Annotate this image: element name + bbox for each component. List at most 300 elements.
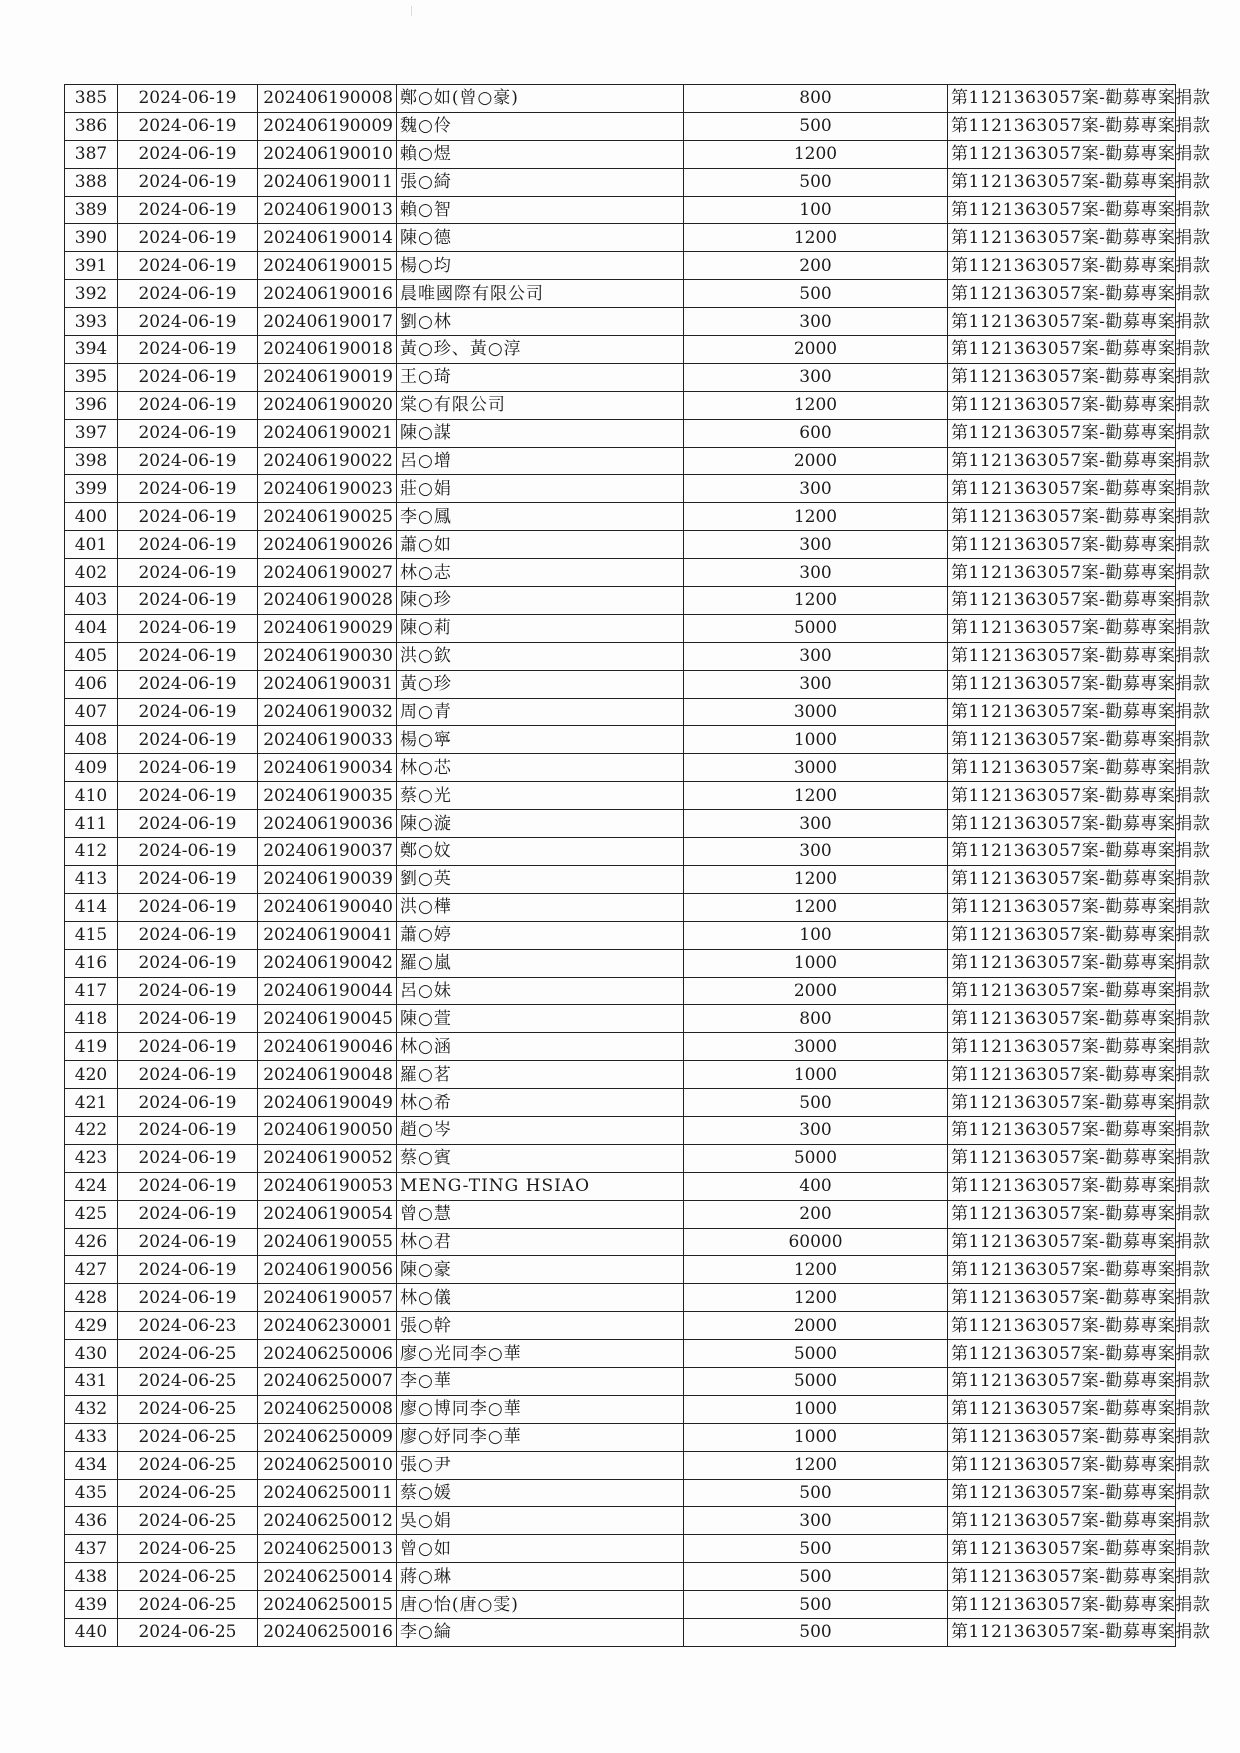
donor-name-cell: 羅○嵐: [397, 949, 684, 977]
receipt-id-cell: 202406190039: [258, 865, 397, 893]
note-cell: 第1121363057案-勸募專案捐款: [948, 977, 1176, 1005]
amount-cell: 200: [684, 1200, 948, 1228]
amount-cell: 300: [684, 1507, 948, 1535]
receipt-id-cell: 202406250011: [258, 1479, 397, 1507]
table-row: [65, 531, 1176, 559]
amount-cell: 2000: [684, 977, 948, 1005]
receipt-id-cell: 202406190053: [258, 1172, 397, 1200]
note-cell: 第1121363057案-勸募專案捐款: [948, 1340, 1176, 1368]
table-row: [65, 1312, 1176, 1340]
note-cell: 第1121363057案-勸募專案捐款: [948, 1423, 1176, 1451]
note-cell: 第1121363057案-勸募專案捐款: [948, 140, 1176, 168]
receipt-id-cell: 202406190040: [258, 893, 397, 921]
donor-name-cell: 李○華: [397, 1367, 684, 1395]
donor-name-cell: 林○君: [397, 1228, 684, 1256]
date-cell: 2024-06-19: [118, 977, 258, 1005]
date-cell: 2024-06-19: [118, 782, 258, 810]
amount-cell: 300: [684, 559, 948, 587]
table-row: [65, 1256, 1176, 1284]
amount-cell: 5000: [684, 1340, 948, 1368]
amount-cell: 60000: [684, 1228, 948, 1256]
date-cell: 2024-06-19: [118, 810, 258, 838]
table-row: [65, 670, 1176, 698]
row-number-cell: 437: [65, 1535, 118, 1563]
receipt-id-cell: 202406190029: [258, 614, 397, 642]
donor-name-cell: 林○志: [397, 559, 684, 587]
receipt-id-cell: 202406250014: [258, 1563, 397, 1591]
amount-cell: 600: [684, 419, 948, 447]
note-cell: 第1121363057案-勸募專案捐款: [948, 559, 1176, 587]
note-cell: 第1121363057案-勸募專案捐款: [948, 1312, 1176, 1340]
donor-name-cell: 莊○娟: [397, 475, 684, 503]
receipt-id-cell: 202406190054: [258, 1200, 397, 1228]
row-number-cell: 416: [65, 949, 118, 977]
receipt-id-cell: 202406190019: [258, 363, 397, 391]
note-cell: 第1121363057案-勸募專案捐款: [948, 1479, 1176, 1507]
date-cell: 2024-06-19: [118, 252, 258, 280]
date-cell: 2024-06-19: [118, 670, 258, 698]
donor-name-cell: 陳○珍: [397, 587, 684, 615]
receipt-id-cell: 202406190037: [258, 838, 397, 866]
donor-name-cell: 賴○煜: [397, 140, 684, 168]
note-cell: 第1121363057案-勸募專案捐款: [948, 503, 1176, 531]
table-row: [65, 1200, 1176, 1228]
table-row: [65, 893, 1176, 921]
donor-name-cell: 蕭○婷: [397, 921, 684, 949]
amount-cell: 500: [684, 112, 948, 140]
donor-name-cell: 吳○娟: [397, 1507, 684, 1535]
donor-name-cell: MENG-TING HSIAO: [397, 1172, 684, 1200]
table-row: [65, 85, 1176, 113]
amount-cell: 500: [684, 1563, 948, 1591]
amount-cell: 2000: [684, 1312, 948, 1340]
receipt-id-cell: 202406190034: [258, 754, 397, 782]
date-cell: 2024-06-19: [118, 1200, 258, 1228]
table-row: [65, 614, 1176, 642]
receipt-id-cell: 202406190057: [258, 1284, 397, 1312]
donor-name-cell: 曾○如: [397, 1535, 684, 1563]
date-cell: 2024-06-25: [118, 1423, 258, 1451]
donor-name-cell: 廖○博同李○華: [397, 1395, 684, 1423]
amount-cell: 300: [684, 642, 948, 670]
note-cell: 第1121363057案-勸募專案捐款: [948, 252, 1176, 280]
row-number-cell: 388: [65, 168, 118, 196]
row-number-cell: 402: [65, 559, 118, 587]
row-number-cell: 417: [65, 977, 118, 1005]
amount-cell: 1200: [684, 865, 948, 893]
table-row: [65, 1451, 1176, 1479]
note-cell: 第1121363057案-勸募專案捐款: [948, 587, 1176, 615]
row-number-cell: 425: [65, 1200, 118, 1228]
donor-name-cell: 黃○珍、黃○淳: [397, 336, 684, 364]
receipt-id-cell: 202406250007: [258, 1367, 397, 1395]
amount-cell: 500: [684, 1618, 948, 1646]
date-cell: 2024-06-25: [118, 1367, 258, 1395]
amount-cell: 1200: [684, 140, 948, 168]
table-row: [65, 1144, 1176, 1172]
donor-name-cell: 鄭○如(曾○豪): [397, 85, 684, 113]
donor-name-cell: 晨唯國際有限公司: [397, 280, 684, 308]
date-cell: 2024-06-19: [118, 336, 258, 364]
table-row: [65, 475, 1176, 503]
date-cell: 2024-06-25: [118, 1479, 258, 1507]
row-number-cell: 403: [65, 587, 118, 615]
row-number-cell: 385: [65, 85, 118, 113]
row-number-cell: 415: [65, 921, 118, 949]
amount-cell: 3000: [684, 1033, 948, 1061]
donor-name-cell: 呂○增: [397, 447, 684, 475]
amount-cell: 300: [684, 363, 948, 391]
row-number-cell: 413: [65, 865, 118, 893]
amount-cell: 300: [684, 308, 948, 336]
amount-cell: 3000: [684, 698, 948, 726]
row-number-cell: 387: [65, 140, 118, 168]
amount-cell: 200: [684, 252, 948, 280]
donor-name-cell: 黃○珍: [397, 670, 684, 698]
row-number-cell: 411: [65, 810, 118, 838]
row-number-cell: 440: [65, 1618, 118, 1646]
date-cell: 2024-06-25: [118, 1563, 258, 1591]
row-number-cell: 422: [65, 1116, 118, 1144]
note-cell: 第1121363057案-勸募專案捐款: [948, 1144, 1176, 1172]
row-number-cell: 400: [65, 503, 118, 531]
donor-name-cell: 劉○英: [397, 865, 684, 893]
row-number-cell: 419: [65, 1033, 118, 1061]
note-cell: 第1121363057案-勸募專案捐款: [948, 921, 1176, 949]
row-number-cell: 426: [65, 1228, 118, 1256]
row-number-cell: 409: [65, 754, 118, 782]
row-number-cell: 429: [65, 1312, 118, 1340]
row-number-cell: 391: [65, 252, 118, 280]
receipt-id-cell: 202406190032: [258, 698, 397, 726]
date-cell: 2024-06-25: [118, 1591, 258, 1619]
date-cell: 2024-06-19: [118, 1228, 258, 1256]
row-number-cell: 436: [65, 1507, 118, 1535]
receipt-id-cell: 202406190018: [258, 336, 397, 364]
table-row: [65, 280, 1176, 308]
row-number-cell: 399: [65, 475, 118, 503]
note-cell: 第1121363057案-勸募專案捐款: [948, 614, 1176, 642]
date-cell: 2024-06-19: [118, 865, 258, 893]
receipt-id-cell: 202406190044: [258, 977, 397, 1005]
receipt-id-cell: 202406190027: [258, 559, 397, 587]
table-row: [65, 810, 1176, 838]
date-cell: 2024-06-19: [118, 85, 258, 113]
amount-cell: 100: [684, 921, 948, 949]
note-cell: 第1121363057案-勸募專案捐款: [948, 782, 1176, 810]
amount-cell: 800: [684, 1005, 948, 1033]
amount-cell: 500: [684, 168, 948, 196]
table-row: [65, 1033, 1176, 1061]
note-cell: 第1121363057案-勸募專案捐款: [948, 1284, 1176, 1312]
receipt-id-cell: 202406190021: [258, 419, 397, 447]
receipt-id-cell: 202406250009: [258, 1423, 397, 1451]
date-cell: 2024-06-19: [118, 1144, 258, 1172]
donor-name-cell: 楊○均: [397, 252, 684, 280]
receipt-id-cell: 202406190025: [258, 503, 397, 531]
note-cell: 第1121363057案-勸募專案捐款: [948, 168, 1176, 196]
amount-cell: 500: [684, 1591, 948, 1619]
donor-name-cell: 洪○欽: [397, 642, 684, 670]
note-cell: 第1121363057案-勸募專案捐款: [948, 336, 1176, 364]
donor-name-cell: 陳○漩: [397, 810, 684, 838]
receipt-id-cell: 202406250015: [258, 1591, 397, 1619]
date-cell: 2024-06-19: [118, 112, 258, 140]
note-cell: 第1121363057案-勸募專案捐款: [948, 1367, 1176, 1395]
note-cell: 第1121363057案-勸募專案捐款: [948, 754, 1176, 782]
note-cell: 第1121363057案-勸募專案捐款: [948, 1451, 1176, 1479]
date-cell: 2024-06-19: [118, 447, 258, 475]
donor-name-cell: 蔡○媛: [397, 1479, 684, 1507]
table-row: [65, 1116, 1176, 1144]
row-number-cell: 421: [65, 1089, 118, 1117]
table-row: [65, 1367, 1176, 1395]
receipt-id-cell: 202406250013: [258, 1535, 397, 1563]
donor-name-cell: 林○希: [397, 1089, 684, 1117]
amount-cell: 1200: [684, 1256, 948, 1284]
date-cell: 2024-06-19: [118, 1116, 258, 1144]
donation-table: [64, 84, 1211, 1647]
table-row: [65, 1563, 1176, 1591]
receipt-id-cell: 202406190022: [258, 447, 397, 475]
note-cell: 第1121363057案-勸募專案捐款: [948, 865, 1176, 893]
date-cell: 2024-06-19: [118, 587, 258, 615]
note-cell: 第1121363057案-勸募專案捐款: [948, 112, 1176, 140]
receipt-id-cell: 202406190023: [258, 475, 397, 503]
receipt-id-cell: 202406250012: [258, 1507, 397, 1535]
receipt-id-cell: 202406190028: [258, 587, 397, 615]
table-row: [65, 1340, 1176, 1368]
date-cell: 2024-06-19: [118, 559, 258, 587]
amount-cell: 2000: [684, 447, 948, 475]
receipt-id-cell: 202406190049: [258, 1089, 397, 1117]
donor-name-cell: 羅○茗: [397, 1061, 684, 1089]
donor-name-cell: 陳○莉: [397, 614, 684, 642]
note-cell: 第1121363057案-勸募專案捐款: [948, 1256, 1176, 1284]
receipt-id-cell: 202406190035: [258, 782, 397, 810]
receipt-id-cell: 202406190014: [258, 224, 397, 252]
date-cell: 2024-06-19: [118, 1033, 258, 1061]
date-cell: 2024-06-25: [118, 1507, 258, 1535]
table-row: [65, 865, 1176, 893]
note-cell: 第1121363057案-勸募專案捐款: [948, 475, 1176, 503]
donor-name-cell: 曾○慧: [397, 1200, 684, 1228]
receipt-id-cell: 202406230001: [258, 1312, 397, 1340]
amount-cell: 1200: [684, 391, 948, 419]
note-cell: 第1121363057案-勸募專案捐款: [948, 949, 1176, 977]
table-row: [65, 336, 1176, 364]
date-cell: 2024-06-19: [118, 726, 258, 754]
receipt-id-cell: 202406190036: [258, 810, 397, 838]
receipt-id-cell: 202406190013: [258, 196, 397, 224]
table-row: [65, 168, 1176, 196]
date-cell: 2024-06-19: [118, 1284, 258, 1312]
row-number-cell: 418: [65, 1005, 118, 1033]
row-number-cell: 398: [65, 447, 118, 475]
donor-name-cell: 張○尹: [397, 1451, 684, 1479]
donor-name-cell: 陳○萱: [397, 1005, 684, 1033]
table-row: [65, 726, 1176, 754]
date-cell: 2024-06-19: [118, 475, 258, 503]
date-cell: 2024-06-19: [118, 1089, 258, 1117]
row-number-cell: 420: [65, 1061, 118, 1089]
amount-cell: 300: [684, 531, 948, 559]
note-cell: 第1121363057案-勸募專案捐款: [948, 1061, 1176, 1089]
donor-name-cell: 蔡○賓: [397, 1144, 684, 1172]
receipt-id-cell: 202406250006: [258, 1340, 397, 1368]
table-row: [65, 1591, 1176, 1619]
date-cell: 2024-06-19: [118, 224, 258, 252]
row-number-cell: 438: [65, 1563, 118, 1591]
amount-cell: 500: [684, 1089, 948, 1117]
donor-name-cell: 陳○德: [397, 224, 684, 252]
date-cell: 2024-06-19: [118, 168, 258, 196]
note-cell: 第1121363057案-勸募專案捐款: [948, 1116, 1176, 1144]
amount-cell: 1200: [684, 587, 948, 615]
table-row: [65, 1535, 1176, 1563]
note-cell: 第1121363057案-勸募專案捐款: [948, 893, 1176, 921]
donor-name-cell: 棠○有限公司: [397, 391, 684, 419]
note-cell: 第1121363057案-勸募專案捐款: [948, 1618, 1176, 1646]
amount-cell: 1000: [684, 949, 948, 977]
note-cell: 第1121363057案-勸募專案捐款: [948, 85, 1176, 113]
table-row: [65, 224, 1176, 252]
donor-name-cell: 趙○岑: [397, 1116, 684, 1144]
table-row: [65, 112, 1176, 140]
table-row: [65, 642, 1176, 670]
donor-name-cell: 林○芯: [397, 754, 684, 782]
date-cell: 2024-06-19: [118, 140, 258, 168]
table-row: [65, 921, 1176, 949]
row-number-cell: 424: [65, 1172, 118, 1200]
receipt-id-cell: 202406190055: [258, 1228, 397, 1256]
note-cell: 第1121363057案-勸募專案捐款: [948, 1033, 1176, 1061]
date-cell: 2024-06-19: [118, 921, 258, 949]
amount-cell: 500: [684, 280, 948, 308]
date-cell: 2024-06-19: [118, 391, 258, 419]
donor-name-cell: 李○鳳: [397, 503, 684, 531]
date-cell: 2024-06-19: [118, 949, 258, 977]
amount-cell: 3000: [684, 754, 948, 782]
row-number-cell: 404: [65, 614, 118, 642]
table-row: [65, 1284, 1176, 1312]
receipt-id-cell: 202406190031: [258, 670, 397, 698]
note-cell: 第1121363057案-勸募專案捐款: [948, 531, 1176, 559]
table-row: [65, 447, 1176, 475]
donor-name-cell: 陳○豪: [397, 1256, 684, 1284]
table-row: [65, 391, 1176, 419]
table-row: [65, 754, 1176, 782]
receipt-id-cell: 202406190010: [258, 140, 397, 168]
date-cell: 2024-06-19: [118, 1172, 258, 1200]
amount-cell: 500: [684, 1479, 948, 1507]
note-cell: 第1121363057案-勸募專案捐款: [948, 726, 1176, 754]
note-cell: 第1121363057案-勸募專案捐款: [948, 224, 1176, 252]
donor-name-cell: 洪○樺: [397, 893, 684, 921]
row-number-cell: 394: [65, 336, 118, 364]
donor-name-cell: 蕭○如: [397, 531, 684, 559]
date-cell: 2024-06-19: [118, 363, 258, 391]
amount-cell: 1200: [684, 893, 948, 921]
date-cell: 2024-06-19: [118, 503, 258, 531]
donor-name-cell: 唐○怡(唐○雯): [397, 1591, 684, 1619]
amount-cell: 300: [684, 475, 948, 503]
amount-cell: 2000: [684, 336, 948, 364]
date-cell: 2024-06-23: [118, 1312, 258, 1340]
receipt-id-cell: 202406190050: [258, 1116, 397, 1144]
receipt-id-cell: 202406190052: [258, 1144, 397, 1172]
amount-cell: 1200: [684, 503, 948, 531]
row-number-cell: 408: [65, 726, 118, 754]
note-cell: 第1121363057案-勸募專案捐款: [948, 363, 1176, 391]
date-cell: 2024-06-25: [118, 1618, 258, 1646]
donor-name-cell: 廖○光同李○華: [397, 1340, 684, 1368]
amount-cell: 1000: [684, 1423, 948, 1451]
row-number-cell: 410: [65, 782, 118, 810]
note-cell: 第1121363057案-勸募專案捐款: [948, 1395, 1176, 1423]
donor-name-cell: 周○青: [397, 698, 684, 726]
receipt-id-cell: 202406190042: [258, 949, 397, 977]
receipt-id-cell: 202406190020: [258, 391, 397, 419]
donor-name-cell: 呂○妹: [397, 977, 684, 1005]
amount-cell: 500: [684, 1535, 948, 1563]
table-row: [65, 949, 1176, 977]
amount-cell: 1000: [684, 1061, 948, 1089]
row-number-cell: 397: [65, 419, 118, 447]
date-cell: 2024-06-25: [118, 1451, 258, 1479]
note-cell: 第1121363057案-勸募專案捐款: [948, 1591, 1176, 1619]
table-row: [65, 977, 1176, 1005]
receipt-id-cell: 202406190009: [258, 112, 397, 140]
amount-cell: 5000: [684, 1144, 948, 1172]
date-cell: 2024-06-19: [118, 893, 258, 921]
amount-cell: 300: [684, 1116, 948, 1144]
note-cell: 第1121363057案-勸募專案捐款: [948, 1200, 1176, 1228]
table-row: [65, 782, 1176, 810]
note-cell: 第1121363057案-勸募專案捐款: [948, 1089, 1176, 1117]
receipt-id-cell: 202406190017: [258, 308, 397, 336]
row-number-cell: 433: [65, 1423, 118, 1451]
table-row: [65, 252, 1176, 280]
table-row: [65, 1618, 1176, 1646]
table-row: [65, 838, 1176, 866]
row-number-cell: 407: [65, 698, 118, 726]
table-row: [65, 363, 1176, 391]
amount-cell: 5000: [684, 614, 948, 642]
table-row: [65, 1005, 1176, 1033]
row-number-cell: 432: [65, 1395, 118, 1423]
note-cell: 第1121363057案-勸募專案捐款: [948, 1228, 1176, 1256]
amount-cell: 1000: [684, 1395, 948, 1423]
row-number-cell: 393: [65, 308, 118, 336]
donor-name-cell: 林○涵: [397, 1033, 684, 1061]
date-cell: 2024-06-19: [118, 308, 258, 336]
table-row: [65, 503, 1176, 531]
date-cell: 2024-06-25: [118, 1395, 258, 1423]
table-row: [65, 308, 1176, 336]
donor-name-cell: 楊○寧: [397, 726, 684, 754]
table-row: [65, 1061, 1176, 1089]
note-cell: 第1121363057案-勸募專案捐款: [948, 1005, 1176, 1033]
amount-cell: 300: [684, 810, 948, 838]
date-cell: 2024-06-19: [118, 1061, 258, 1089]
note-cell: 第1121363057案-勸募專案捐款: [948, 670, 1176, 698]
row-number-cell: 386: [65, 112, 118, 140]
amount-cell: 1200: [684, 782, 948, 810]
row-number-cell: 401: [65, 531, 118, 559]
donor-name-cell: 賴○智: [397, 196, 684, 224]
row-number-cell: 389: [65, 196, 118, 224]
